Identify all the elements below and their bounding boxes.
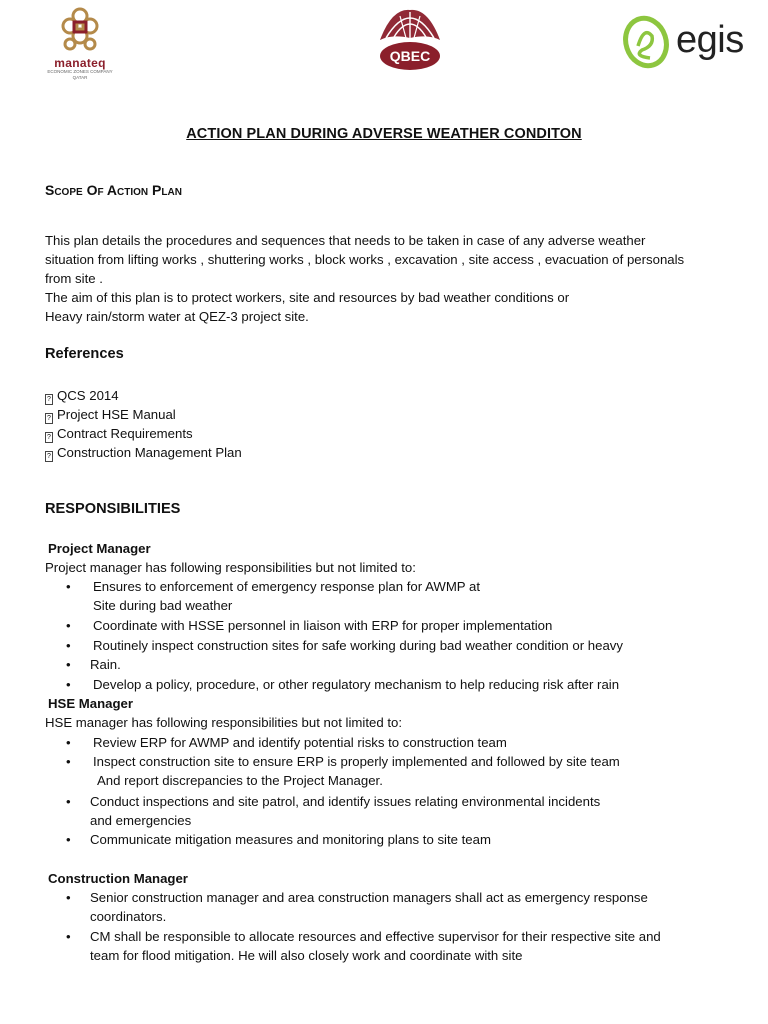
project-manager-intro: Project manager has following responsibilities but not limited to: [45,560,416,575]
missing-glyph-icon: ? [45,451,53,462]
qbec-wordmark: QBEC [389,48,431,64]
references-heading: References [45,346,124,362]
scope-line: situation from lifting works , shuttering works , block works , excavation , site access , evacuation of personals [45,252,685,267]
bullet-icon: • [66,677,71,692]
reference-label: Construction Management Plan [57,445,242,460]
egis-wordmark: egis [676,19,744,61]
reference-label: Project HSE Manual [57,407,176,422]
egis-logo [620,12,756,72]
bullet-text: Site during bad weather [93,598,233,613]
bullet-text: Inspect construction site to ensure ERP is properly implemented and followed by site team [93,754,620,769]
missing-glyph-icon: ? [45,394,53,405]
reference-label: QCS 2014 [57,388,119,403]
bullet-icon: • [66,754,71,769]
bullet-text: Rain. [90,657,121,672]
bullet-text: And report discrepancies to the Project Manager. [97,773,383,788]
scope-line: This plan details the procedures and sequences that needs to be taken in case of any adverse weather [45,233,646,248]
bullet-text: Ensures to enforcement of emergency response plan for AWMP at [93,579,481,594]
reference-item [45,405,242,424]
bullet-icon: • [66,794,71,809]
bullet-text: CM shall be responsible to allocate resources and effective supervisor for their respective site and [90,929,661,944]
scope-line: from site . [45,271,103,286]
qbec-logo [372,4,448,80]
manateq-wordmark: manateq [54,56,106,70]
bullet-text: Senior construction manager and area construction managers shall act as emergency response [90,890,648,905]
document-title: ACTION PLAN DURING ADVERSE WEATHER CONDITON [186,126,582,142]
bullet-icon: • [66,657,71,672]
scope-heading: Scope Of Action Plan [45,182,182,198]
bullet-text: Communicate mitigation measures and monitoring plans to site team [90,832,491,847]
scope-paragraph-2 [45,288,735,326]
bullet-icon: • [66,929,71,944]
bullet-text: team for flood mitigation. He will also closely work and coordinate with site [90,948,523,963]
bullet-text: coordinators. [90,909,167,924]
bullet-text: Routinely inspect construction sites for safe working during bad weather condition or heavy [93,638,623,653]
hse-manager-intro: HSE manager has following responsibilities but not limited to: [45,715,402,730]
scope-paragraph-1 [45,231,735,288]
scope-line: Heavy rain/storm water at QEZ-3 project site. [45,309,309,324]
manateq-logo [44,6,116,82]
bullet-icon: • [66,890,71,905]
bullet-icon: • [66,638,71,653]
bullet-text: Conduct inspections and site patrol, and identify issues relating environmental incidents [90,794,601,809]
egis-swirl-icon [620,12,676,70]
bullet-icon: • [66,579,71,594]
bullet-icon: • [66,618,71,633]
missing-glyph-icon: ? [45,413,53,424]
construction-manager-heading: Construction Manager [48,871,188,886]
bullet-text: and emergencies [90,813,192,828]
bullet-icon: • [66,832,71,847]
manateq-emblem-icon [60,6,100,54]
references-list [45,386,242,462]
project-manager-heading: Project Manager [48,541,151,556]
reference-item [45,424,242,443]
bullet-text: Coordinate with HSSE personnel in liaison with ERP for proper implementation [93,618,553,633]
reference-label: Contract Requirements [57,426,193,441]
reference-item [45,386,242,405]
manateq-subtitle: ECONOMIC ZONES COMPANY QATAR [47,69,113,80]
responsibilities-heading: RESPONSIBILITIES [45,501,181,517]
bullet-text: Review ERP for AWMP and identify potential risks to construction team [93,735,507,750]
reference-item [45,443,242,462]
hse-manager-heading: HSE Manager [48,696,134,711]
bullet-icon: • [66,735,71,750]
missing-glyph-icon: ? [45,432,53,443]
bullet-text: Develop a policy, procedure, or other regulatory mechanism to help reducing risk after rain [93,677,620,692]
scope-line: The aim of this plan is to protect workers, site and resources by bad weather conditions or [45,290,570,305]
